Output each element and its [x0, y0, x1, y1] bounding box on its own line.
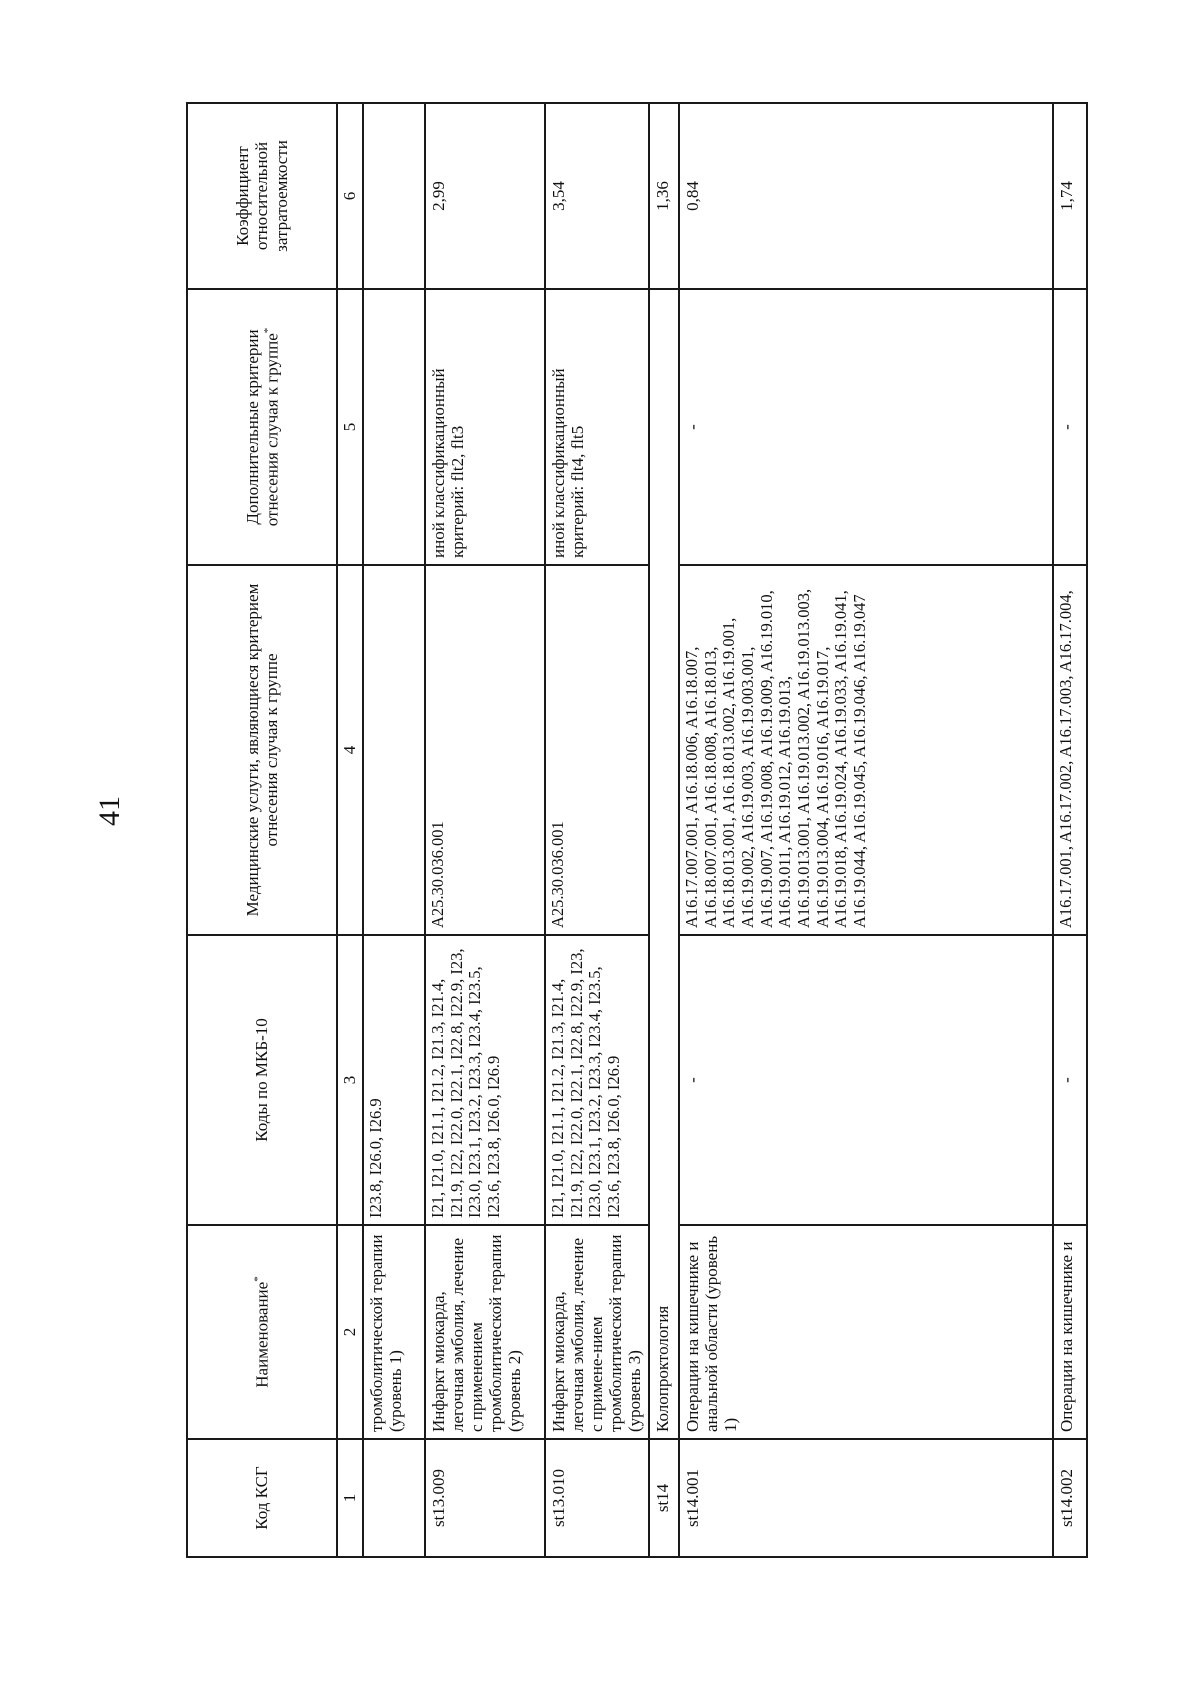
- header-name-text: Наименование: [252, 1281, 272, 1388]
- column-number: 5: [337, 289, 363, 565]
- header-cost-coefficient: Коэффициент относительной затратоемкости: [187, 103, 337, 289]
- header-additional-criteria-text: Дополнительные критерии отнесения случая к группе: [242, 329, 282, 527]
- header-name-footnote-mark: *: [252, 1276, 265, 1282]
- services-cell: A16.17.001, A16.17.002, A16.17.003, A16.17.004,: [1053, 565, 1087, 935]
- services-cell: A25.30.036.001: [545, 565, 649, 935]
- header-medical-services: Медицинские услуги, являющиеся критерием отнесения случая к группе: [187, 565, 337, 935]
- table-row: [363, 103, 425, 1557]
- services-cell: [363, 565, 425, 935]
- header-mkb-codes: Коды по МКБ-10: [187, 935, 337, 1225]
- column-number: 2: [337, 1225, 363, 1439]
- ksg-table: [186, 102, 1088, 1558]
- rotated-table-container: [186, 104, 1086, 1558]
- services-cell: A16.17.007.001, A16.18.006, A16.18.007, A16.18.007.001, A16.18.008, A16.18.013, A16.18.013.001, A16.18.013.002, A16.19.001, A16.19.002, A16.19.003, A16.19.003.001, A16.19.007, A16.19.008, A16.19.009, A16.19.010, A16.19.011, A16.19.012, A16.19.013, A16.19.013.001, A16.19.013.002, A16.19.013.003, A16.19.013.004, A16.19.016, A16.19.017, A16.19.018, A16.19.024, A16.19.033, A16.19.041, A16.19.044, A16.19.045, A16.19.046, A16.19.047: [679, 565, 1053, 935]
- ksg-code-cell: st13.010: [545, 1439, 649, 1557]
- table-row: [545, 103, 649, 1557]
- coefficient-cell: 2,99: [425, 103, 545, 289]
- header-criteria-footnote-mark: *: [261, 327, 274, 334]
- coefficient-cell: [363, 103, 425, 289]
- name-cell: тромболитической терапии (уровень 1): [363, 1225, 425, 1439]
- coefficient-cell: 1,36: [649, 103, 679, 289]
- section-row: [649, 103, 679, 1557]
- name-cell: Инфаркт миокарда, легочная эмболия, лечение с примене-нием тромболитической терапии (уровень 3): [545, 1225, 649, 1439]
- coefficient-cell: 0,84: [679, 103, 1053, 289]
- mkb-codes-cell: I21, I21.0, I21.1, I21.2, I21.3, I21.4, I21.9, I22, I22.0, I22.1, I22.8, I22.9, I23, I23.0, I23.1, I23.2, I23.3, I23.4, I23.5, I23.6, I23.8, I26.0, I26.9: [545, 935, 649, 1225]
- criteria-cell: иной классификационный критерий: flt2, flt3: [425, 289, 545, 565]
- ksg-code-cell: st14.001: [679, 1439, 1053, 1557]
- header-ksg-code: Код КСГ: [187, 1439, 337, 1557]
- name-cell: Операции на кишечнике и анальной области (уровень 1): [679, 1225, 1053, 1439]
- mkb-codes-cell: -: [679, 935, 1053, 1225]
- mkb-codes-cell: I21, I21.0, I21.1, I21.2, I21.3, I21.4, I21.9, I22, I22.0, I22.1, I22.8, I22.9, I23, I23.0, I23.1, I23.2, I23.3, I23.4, I23.5, I23.6, I23.8, I26.0, I26.9: [425, 935, 545, 1225]
- table-row: [679, 103, 1053, 1557]
- name-cell: Операции на кишечнике и: [1053, 1225, 1087, 1439]
- column-number: 3: [337, 935, 363, 1225]
- column-number: 1: [337, 1439, 363, 1557]
- criteria-cell: [363, 289, 425, 565]
- criteria-cell: -: [679, 289, 1053, 565]
- criteria-cell: -: [1053, 289, 1087, 565]
- page-number: 41: [93, 796, 126, 826]
- table-row: [425, 103, 545, 1557]
- name-cell: Инфаркт миокарда, легочная эмболия, лечение с применением тромболитической терапии (уровень 2): [425, 1225, 545, 1439]
- table-row: [1053, 103, 1087, 1557]
- mkb-codes-cell: I23.8, I26.0, I26.9: [363, 935, 425, 1225]
- header-name: [187, 1225, 337, 1439]
- column-number-row: [337, 103, 363, 1557]
- coefficient-cell: 1,74: [1053, 103, 1087, 289]
- ksg-code-cell: st14.002: [1053, 1439, 1087, 1557]
- header-row: [187, 103, 337, 1557]
- column-number: 6: [337, 103, 363, 289]
- section-name-cell: Колопроктология: [649, 289, 679, 1439]
- criteria-cell: иной классификационный критерий: flt4, flt5: [545, 289, 649, 565]
- mkb-codes-cell: -: [1053, 935, 1087, 1225]
- ksg-code-cell: st14: [649, 1439, 679, 1557]
- ksg-code-cell: [363, 1439, 425, 1557]
- header-additional-criteria: [187, 289, 337, 565]
- column-number: 4: [337, 565, 363, 935]
- ksg-code-cell: st13.009: [425, 1439, 545, 1557]
- services-cell: A25.30.036.001: [425, 565, 545, 935]
- coefficient-cell: 3,54: [545, 103, 649, 289]
